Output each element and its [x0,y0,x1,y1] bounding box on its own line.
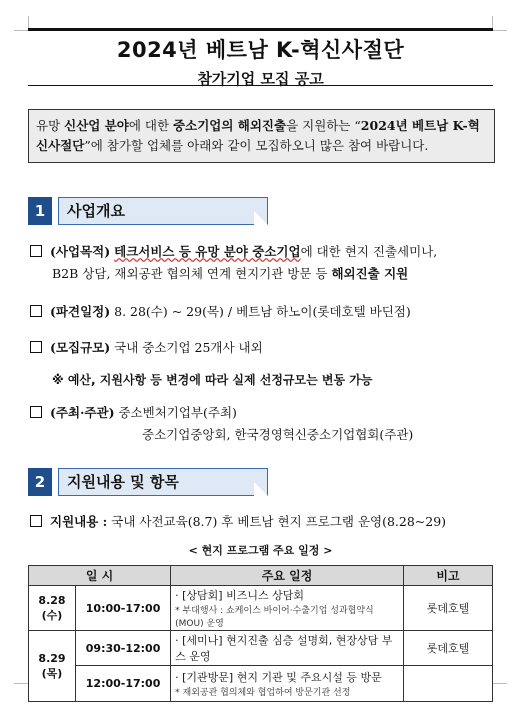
schedule-cell [171,586,404,631]
section-title: 사업개요 [67,202,125,220]
section-title: 지원내용 및 항목 [67,473,179,491]
page-title: 2024년 베트남 K-혁신사절단 [116,38,405,62]
time-cell: 10:00-17:00 [76,586,171,631]
section-number: 1 [28,197,52,225]
note-text: ※ 예산, 지원사항 등 변경에 따라 실제 선정규모는 변동 가능 [52,373,373,387]
checkbox-icon [30,406,42,418]
section-title-box [58,468,268,496]
item-bold: 테크서비스 등 유망 분야 중소기업 [114,244,301,259]
table-header-row [29,566,493,586]
item-text: 국내 사전교육(8.7) 후 베트남 현지 프로그램 운영(8.28~29) [111,514,447,529]
table-row [29,631,493,666]
corner-mark [492,16,507,31]
section-title-box [58,197,268,225]
list-item [30,241,500,285]
item-text: 중소기업중앙회, 한국경영혁신중소기업협회(주관) [142,427,414,442]
intro-bold: 중소기업의 해외진출 [173,118,287,133]
schedule-sub: * 부대행사 : 쇼케이스 바이어·수출기업 성과협약식(MOU) 운영 [175,606,374,629]
list-item [30,402,500,446]
title-box [28,28,493,86]
item-label: (주최·주관) [50,405,115,420]
schedule-main: · [기관방문] 현지 기관 및 주요시설 등 방문 [175,671,382,684]
corner-mark [492,683,507,698]
time-cell: 09:30-12:00 [76,631,171,666]
schedule-cell [171,631,404,666]
schedule-cell [171,666,404,702]
list-item [30,337,500,359]
time-cell: 12:00-17:00 [76,666,171,702]
schedule-main: · [상담회] 비즈니스 상담회 [175,589,304,602]
intro-text: 에 대한 [128,118,174,133]
intro-bold: 2024년 베트남 K-혁신사절단 [36,118,480,153]
item-text: 8. 28(수) ~ 29(목) / 베트남 하노이(롯데호텔 바딘점) [114,304,411,319]
item-label: 지원내용 : [50,514,108,529]
intro-text: 유망 [36,118,65,133]
list-item [30,511,500,533]
item-label: (파견일정) [50,304,111,319]
date-cell: 8.29 (목) [29,631,76,702]
corner-mark [14,16,29,31]
item-label: (모집규모) [50,340,111,355]
fold-corner [254,211,268,225]
note-cell: 롯데호텔 [404,586,493,631]
page-subtitle: 참가기업 모집 공고 [197,70,324,88]
item-text: 국내 중소기업 25개사 내외 [114,340,263,355]
schedule-main: · [세미나] 현지진출 심층 설명회, 현장상담 부스 운영 [175,634,393,663]
note-cell [404,666,493,702]
table-header: 비고 [404,566,493,586]
intro-bold: 신산업 분야 [64,118,129,133]
schedule-sub: * 재외공관 협의체와 협업하여 방문기관 선정 [175,688,351,698]
fold-corner [254,482,268,496]
item-text: B2B 상담, 재외공관 협의체 연계 현지기관 방문 등 [52,266,332,281]
item-text: 에 대한 현지 진출세미나, [300,244,438,259]
checkbox-icon [30,515,42,527]
schedule-table [28,565,493,702]
date-cell: 8.28 (수) [29,586,76,631]
table-caption: < 현지 프로그램 주요 일정 > [188,544,333,557]
checkbox-icon [30,305,42,317]
intro-text: ”에 참가할 업체를 아래와 같이 모집하오니 많은 참여 바랍니다. [84,138,429,153]
corner-mark [14,683,29,698]
table-header: 일 시 [29,566,171,586]
item-text: 중소벤처기업부(주최) [118,405,237,420]
intro-box [28,109,495,163]
section-number: 2 [28,468,52,496]
item-label: (사업목적) [50,244,111,259]
checkbox-icon [30,341,42,353]
table-header: 주요 일정 [171,566,404,586]
list-item [30,301,500,323]
item-bold: 해외진출 지원 [331,266,409,281]
intro-text: 을 지원하는 “ [286,118,361,133]
note-cell: 롯데호텔 [404,631,493,666]
table-row [29,586,493,631]
table-row [29,666,493,702]
checkbox-icon [30,245,42,257]
